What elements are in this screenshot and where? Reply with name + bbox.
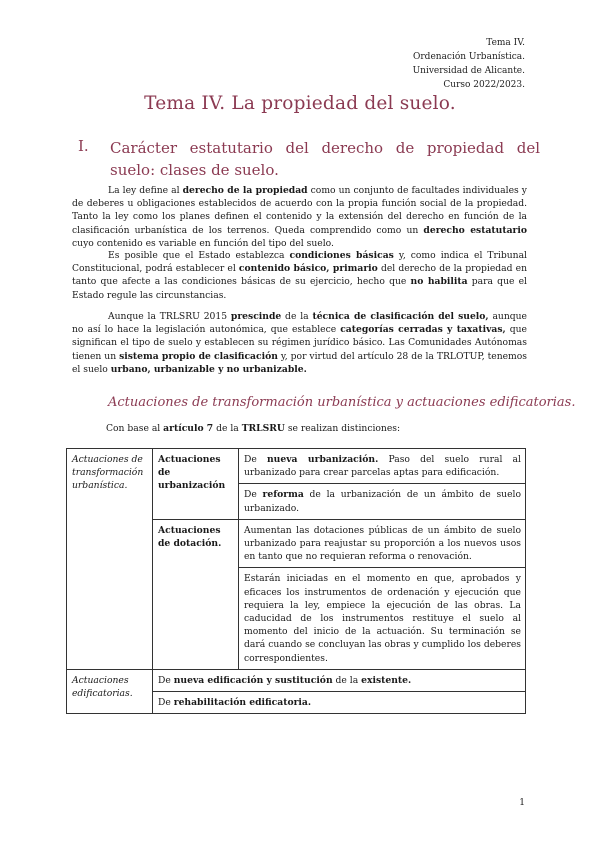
text: De bbox=[244, 454, 267, 465]
text: De bbox=[158, 674, 174, 686]
bold-text: no habilita bbox=[410, 276, 468, 288]
paragraph-3 bbox=[72, 310, 527, 376]
bold-text: rehabilitación edificatoria. bbox=[173, 697, 312, 709]
actuaciones-table bbox=[66, 448, 526, 714]
table-cell bbox=[239, 449, 526, 484]
bold-text: nueva edificación y sustitución bbox=[173, 674, 333, 686]
table-cell: Estarán iniciadas en el momento en que, aprobados y eficaces los instrumentos de ordenación y ejecución que requiera la ley, empiece la ejecución de las obras. La caducidad de los instrumentos restituye el suelo al momento del inicio de la actuación. Su terminación se dará cuando se concluyan las obras y cumplido los deberes correspondientes. bbox=[239, 568, 526, 669]
text: De bbox=[158, 697, 174, 709]
text: de la urbanización de un ámbito de suelo urbanizado. bbox=[244, 489, 521, 514]
bold-text: artículo 7 bbox=[163, 423, 214, 434]
bold-text: TRLSRU bbox=[241, 423, 285, 434]
bold-text: derecho de la propiedad bbox=[182, 185, 308, 196]
bold-text: reforma bbox=[262, 489, 304, 501]
page-number: 1 bbox=[519, 798, 525, 808]
text: cuyo contenido es variable en función del tipo del suelo. bbox=[72, 237, 334, 249]
table-row bbox=[67, 669, 526, 691]
bold-text: derecho estatutario bbox=[423, 224, 527, 236]
header-line: Curso 2022/2023. bbox=[443, 80, 525, 90]
bold-text: urbano, urbanizable y no urbanizable. bbox=[110, 363, 307, 375]
bold-text: sistema propio de clasificación bbox=[119, 350, 278, 362]
text: Paso del suelo rural al urbanizado para crear parcelas aptas para edificación. bbox=[244, 454, 521, 479]
bold-text: técnica de clasificación del suelo, bbox=[312, 311, 489, 322]
paragraph-1 bbox=[72, 184, 527, 250]
text: aunque no así lo hace la legislación autonómica, que establece bbox=[72, 311, 527, 336]
text: se realizan distinciones: bbox=[284, 423, 401, 434]
text: Es posible que el Estado establezca bbox=[108, 250, 290, 261]
bold-text: existente. bbox=[361, 674, 412, 686]
text: de la bbox=[281, 311, 313, 322]
header-line: Ordenación Urbanística. bbox=[413, 52, 525, 62]
text: de la bbox=[213, 423, 242, 434]
text: Aunque la TRLSRU 2015 bbox=[108, 311, 231, 322]
text: para que el Estado regule las circunstancias. bbox=[72, 276, 527, 301]
paragraph-2 bbox=[72, 249, 527, 302]
text: La ley define al bbox=[108, 185, 183, 196]
table-cell-group: Actuaciones edificatorias. bbox=[67, 669, 153, 713]
header-line: Tema IV. bbox=[486, 38, 525, 48]
table-cell-subgroup: Actuaciones de urbanización bbox=[153, 449, 239, 520]
table-cell bbox=[239, 484, 526, 519]
section-number: I. bbox=[78, 137, 89, 155]
bold-text: categorías cerradas y taxativas, bbox=[340, 324, 506, 336]
table-cell-subgroup: Actuaciones de dotación. bbox=[153, 519, 239, 669]
text: y, como indica el Tribunal Constitucional, podrá establecer el bbox=[72, 250, 527, 275]
bold-text: condiciones básicas bbox=[289, 250, 394, 261]
table-cell: Aumentan las dotaciones públicas de un ámbito de suelo urbanizado para reajustar su proporción a los nuevos usos en tanto que no requieran reforma o renovación. bbox=[239, 519, 526, 568]
header-line: Universidad de Alicante. bbox=[412, 66, 525, 76]
table-row bbox=[67, 449, 526, 484]
bold-text: prescinde bbox=[230, 311, 282, 322]
table-cell bbox=[153, 669, 526, 691]
bold-text: contenido básico, primario bbox=[238, 263, 378, 275]
text: de la bbox=[332, 674, 362, 686]
table-cell-group: Actuaciones de transformación urbanística. bbox=[67, 449, 153, 670]
text: del derecho de la propiedad en tanto que afecte a las condiciones básicas de su ejercicio, hecho que bbox=[72, 263, 527, 288]
text: y, por virtud del artículo 28 de la TRLOTUP, tenemos el suelo bbox=[72, 350, 528, 375]
text: De bbox=[244, 489, 263, 501]
text: Con base al bbox=[106, 423, 164, 434]
page-title: Tema IV. La propiedad del suelo. bbox=[144, 93, 456, 114]
section-title: Carácter estatutario del derecho de propiedad del suelo: clases de suelo. bbox=[110, 139, 540, 179]
table-cell bbox=[153, 692, 526, 714]
subsection-title: Actuaciones de transformación urbanística y actuaciones edificatorias. bbox=[108, 395, 576, 410]
text: como un conjunto de facultades individuales y de deberes u obligaciones establecidos de acuerdo con la propia función social de la propiedad. Tanto la ley como los planes definen el contenido y la extensión del derecho en función de la clasificación urbanística de los terrenos. Queda comprendido como un bbox=[72, 185, 527, 236]
bold-text: nueva urbanización. bbox=[266, 454, 379, 465]
table-intro bbox=[106, 423, 400, 434]
page-header bbox=[413, 36, 525, 92]
text: que significan el tipo de suelo y establecen su régimen jurídico básico. Las Comunidades Autónomas tienen un bbox=[72, 324, 527, 362]
